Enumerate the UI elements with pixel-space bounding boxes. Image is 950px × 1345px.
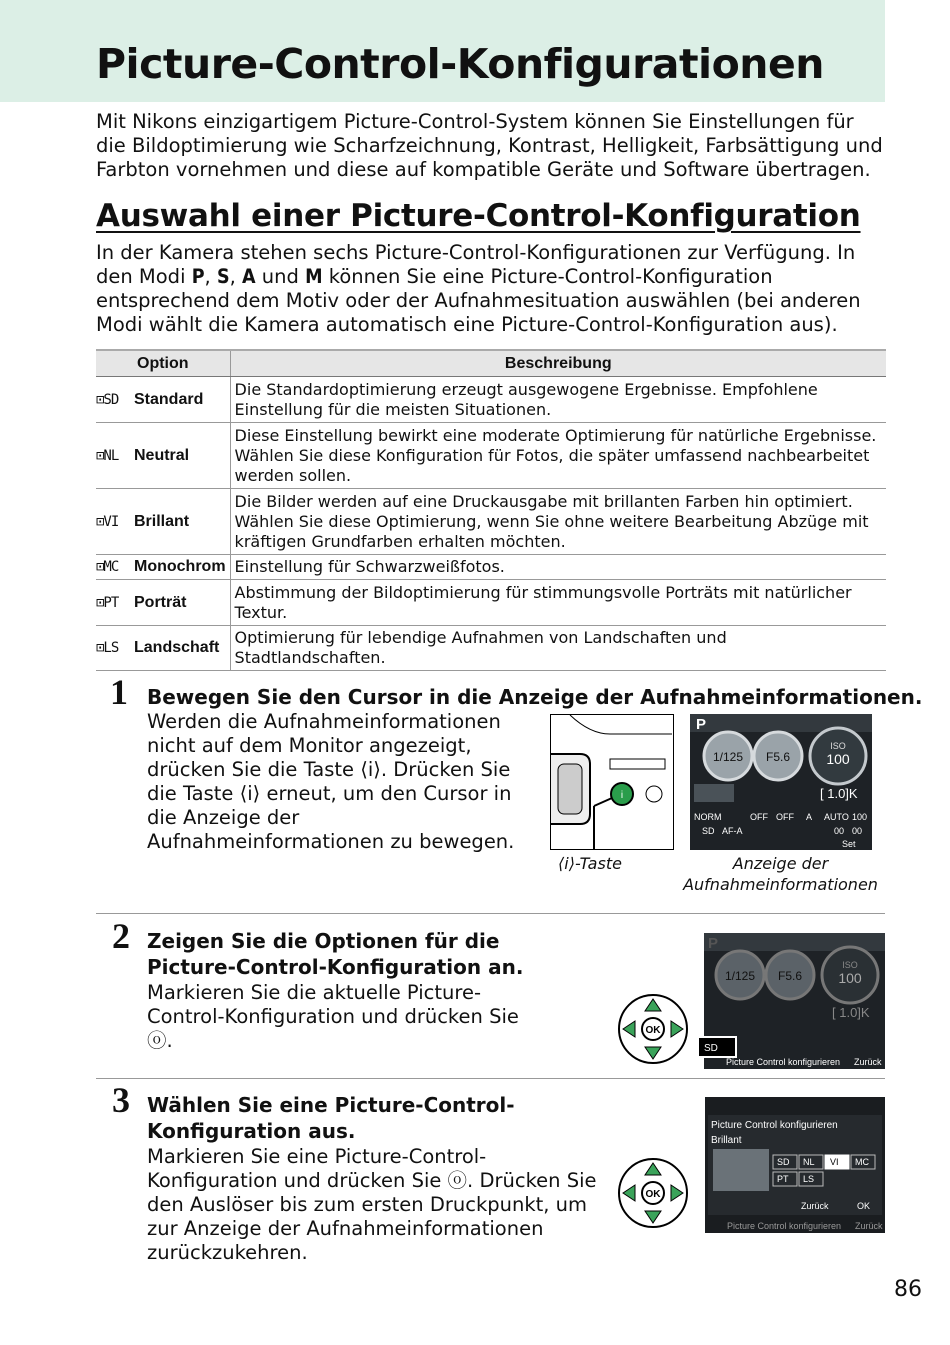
step-heading: Zeigen Sie die Optionen für die Picture-Control-Konfiguration an. <box>147 929 524 979</box>
step-number: 3 <box>112 1080 130 1120</box>
iso-value: 100 <box>838 970 862 986</box>
step-body: Markieren Sie eine Picture-Control-Konfiguration und drücken Sie ⓞ. Drücken Sie den Auslöser bis zum ersten Druckpunkt, um zur Anzeige der Aufnahmeinformationen zurückzukehren. <box>147 1145 597 1264</box>
picture-control-icon: ⊡NL <box>96 447 119 464</box>
shooting-info-display <box>690 714 872 850</box>
option-name: Standard <box>134 390 204 408</box>
caption-display: Anzeige der Aufnahmeinformationen <box>683 854 878 894</box>
option-name: Monochrom <box>134 558 226 575</box>
step-heading: Wählen Sie eine Picture-Control-Konfiguration aus. <box>147 1093 515 1143</box>
iso-label: ISO <box>842 960 858 970</box>
table-row <box>96 580 886 626</box>
picture-control-icon: ⊡MC <box>96 559 119 575</box>
picture-control-option: MC <box>855 1157 869 1167</box>
page-number: 86 <box>894 1277 922 1302</box>
option-name: Brillant <box>134 512 190 530</box>
options-table <box>96 349 886 671</box>
info-cell: NORM <box>694 812 722 822</box>
picture-control-option: PT <box>777 1174 789 1184</box>
shutter-value: 1/125 <box>712 750 744 764</box>
highlighted-picture-control: SD <box>704 1043 718 1054</box>
info-cell: AF-A <box>722 826 743 836</box>
section-heading: Auswahl einer Picture-Control-Konfiguration <box>96 198 861 234</box>
section-paragraph: In der Kamera stehen sechs Picture-Control-Konfigurationen zur Verfügung. In den Modi P, S, A und M können Sie eine Picture-Control-Konfiguration entsprechend dem Motiv oder der Aufnahmesituation auswählen (bei anderen Modi wählt die Kamera automatisch eine Picture-Control-Konfiguration aus). <box>96 241 861 336</box>
footer-label: Picture Control konfigurieren <box>726 1057 841 1067</box>
menu-title: Picture Control konfigurieren <box>711 1120 838 1131</box>
frames-remaining: [ 1.0]K <box>832 1005 870 1020</box>
table-row <box>96 626 886 671</box>
header-option: Option <box>96 350 230 377</box>
back-label: Zurück <box>854 1057 882 1067</box>
svg-text:i: i <box>620 790 624 801</box>
picture-control-icon: ⊡VI <box>96 513 119 530</box>
iso-value: 100 <box>826 751 850 767</box>
selected-option-label: Brillant <box>711 1135 742 1146</box>
picture-control-icon: ⊡SD <box>96 391 119 408</box>
header-description: Beschreibung <box>230 350 886 377</box>
aperture-value: F5.6 <box>765 750 791 764</box>
info-cell: 00 <box>834 826 845 836</box>
mode-indicator: P <box>696 716 707 733</box>
ok-label: OK <box>857 1201 871 1211</box>
camera-back-illustration <box>550 714 674 850</box>
intro-paragraph: Mit Nikons einzigartigem Picture-Control-System können Sie Einstellungen für die Bildoptimierung wie Scharfzeichnung, Kontrast, Helligkeit, Farbsättigung und Farbton vornehmen und diese auf kompatible Geräte und Software übertragen. <box>96 110 883 181</box>
option-description: Die Bilder werden auf eine Druckausgabe mit brillanten Farben hin optimiert. Wählen Sie diese Optimierung, wenn Sie ohne weitere Bearbeitung Abzüge mit kräftigen Grundfarben erhalten möchten. <box>230 489 886 555</box>
ok-label: OK <box>645 1189 661 1200</box>
info-cell: SD <box>702 826 715 836</box>
picture-control-icon: ⊡LS <box>96 640 119 656</box>
iso-label: ISO <box>830 741 846 751</box>
info-cell: OFF <box>750 812 768 822</box>
info-cell: A <box>806 812 813 822</box>
divider <box>96 670 885 671</box>
footer-label: Picture Control konfigurieren <box>727 1221 842 1231</box>
option-description: Optimierung für lebendige Aufnahmen von Landschaften und Stadtlandschaften. <box>230 626 886 671</box>
frames-remaining: [ 1.0]K <box>820 786 858 801</box>
info-cell: OFF <box>776 812 794 822</box>
step-number: 2 <box>112 916 130 956</box>
shooting-info-display <box>696 933 885 1069</box>
picture-control-option: NL <box>803 1157 815 1167</box>
picture-control-option: SD <box>777 1157 790 1167</box>
picture-control-option: LS <box>803 1174 815 1184</box>
multi-selector-icon <box>615 1157 691 1229</box>
multi-selector-icon <box>615 993 691 1065</box>
aperture-value: F5.6 <box>777 969 803 983</box>
back-label: Zurück <box>801 1201 829 1211</box>
table-row <box>96 423 886 489</box>
caption-button: ⟨i⟩-Taste <box>558 854 622 873</box>
footer-back-label: Zurück <box>855 1221 883 1231</box>
table-row <box>96 555 886 580</box>
step-heading: Bewegen Sie den Cursor in die Anzeige der Aufnahmeinformationen. <box>147 685 923 709</box>
info-cell: 00 <box>852 826 863 836</box>
step-body: Markieren Sie die aktuelle Picture-Control-Konfiguration und drücken Sie ⓞ. <box>147 981 519 1052</box>
option-name: Neutral <box>134 446 190 464</box>
option-description: Diese Einstellung bewirkt eine moderate Optimierung für natürliche Ergebnisse. Wählen Sie diese Konfiguration für Fotos, die später umfassend nachbearbeitet werden sollen. <box>230 423 886 489</box>
table-row <box>96 489 886 555</box>
option-description: Die Standardoptimierung erzeugt ausgewogene Ergebnisse. Empfohlene Einstellung für die meisten Situationen. <box>230 377 886 423</box>
table-row <box>96 377 886 423</box>
info-cell: AUTO <box>824 812 849 822</box>
mode-indicator: P <box>708 935 719 952</box>
page-title: Picture-Control-Konfigurationen <box>96 40 824 88</box>
set-label: Set <box>842 839 856 849</box>
picture-control-menu <box>705 1097 885 1233</box>
shutter-value: 1/125 <box>724 969 756 983</box>
step-body: Werden die Aufnahmeinformationen nicht auf dem Monitor angezeigt, drücken Sie die Taste ⟨i⟩. Drücken Sie die Taste ⟨i⟩ erneut, um den Cursor in die Anzeige der Aufnahmeinformationen zu bewegen. <box>147 710 515 853</box>
step-number: 1 <box>110 672 128 712</box>
picture-control-icon: ⊡PT <box>96 594 119 611</box>
option-description: Abstimmung der Bildoptimierung für stimmungsvolle Porträts mit natürlicher Textur. <box>230 580 886 626</box>
option-description: Einstellung für Schwarzweißfotos. <box>230 555 886 580</box>
info-cell: 100 <box>852 812 868 822</box>
option-name: Landschaft <box>134 639 220 656</box>
option-name: Porträt <box>134 593 187 611</box>
divider <box>96 1078 885 1079</box>
divider <box>96 913 885 914</box>
picture-control-option: VI <box>830 1157 839 1167</box>
ok-label: OK <box>645 1025 661 1036</box>
